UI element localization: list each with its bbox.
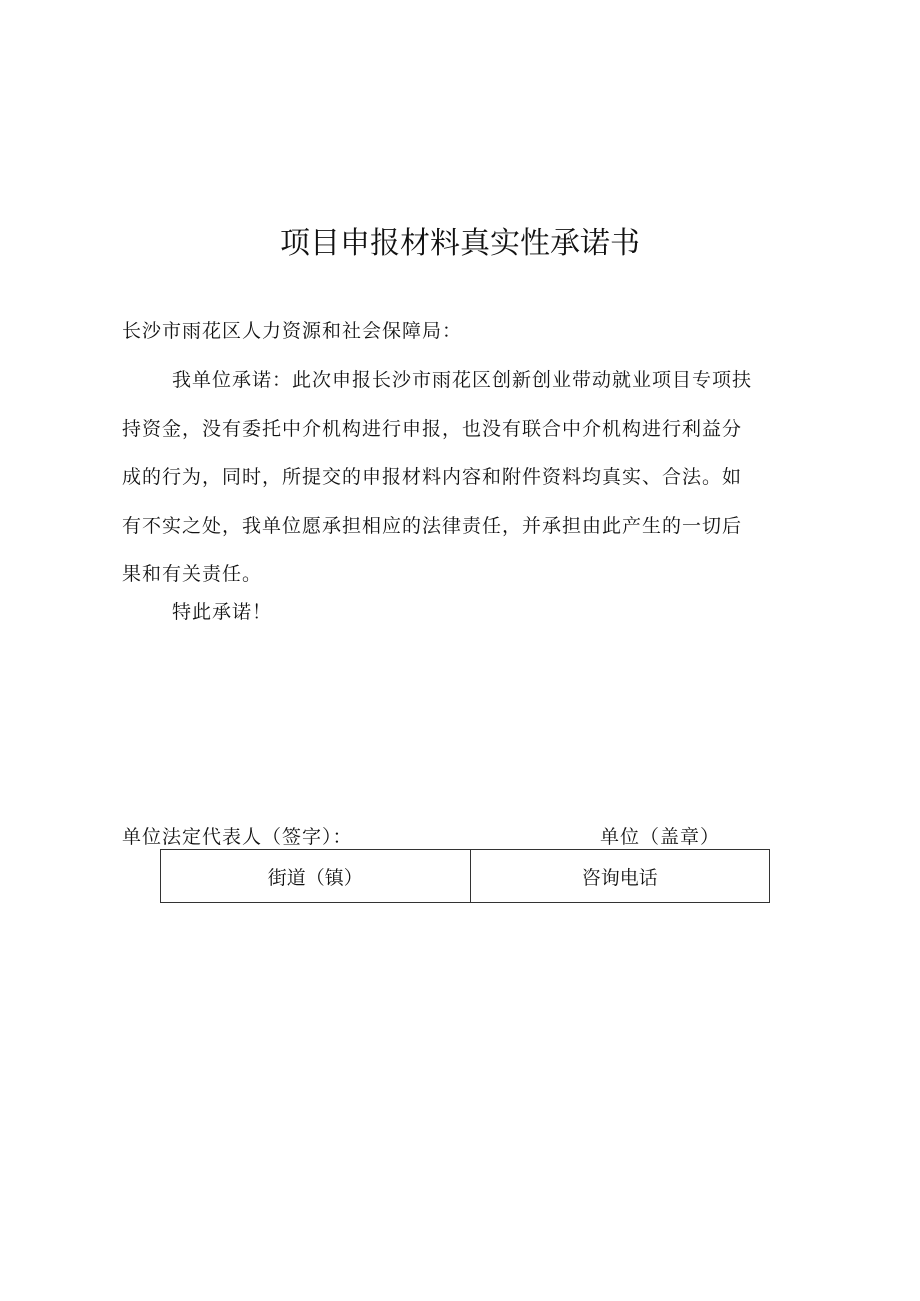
commitment-line: 有不实之处，我单位愿承担相应的法律责任，并承担由此产生的一切后 bbox=[122, 514, 743, 537]
street-town-cell: 街道（镇） bbox=[161, 850, 471, 903]
closing-text: 特此承诺！ bbox=[172, 601, 273, 623]
signature-row bbox=[122, 822, 802, 850]
consult-phone-cell: 咨询电话 bbox=[470, 850, 769, 903]
legal-representative-signature-label: 单位法定代表人（签字）： bbox=[122, 826, 353, 848]
unit-seal-label: 单位（盖章） bbox=[600, 826, 721, 848]
contact-info-table bbox=[160, 849, 770, 903]
commitment-paragraph bbox=[122, 356, 798, 599]
commitment-line: 果和有关责任。 bbox=[122, 563, 263, 586]
table-row bbox=[161, 850, 770, 903]
closing-paragraph bbox=[122, 588, 798, 637]
commitment-line: 成的行为，同时，所提交的申报材料内容和附件资料均真实、合法。如 bbox=[122, 466, 743, 489]
commitment-line: 持资金，没有委托中介机构进行申报，也没有联合中介机构进行利益分 bbox=[122, 417, 743, 440]
commitment-line: 我单位承诺：此次申报长沙市雨花区创新创业带动就业项目专项扶 bbox=[172, 369, 753, 391]
document-title: 项目申报材料真实性承诺书 bbox=[280, 226, 640, 261]
recipient-line: 长沙市雨花区人力资源和社会保障局： bbox=[122, 320, 463, 342]
